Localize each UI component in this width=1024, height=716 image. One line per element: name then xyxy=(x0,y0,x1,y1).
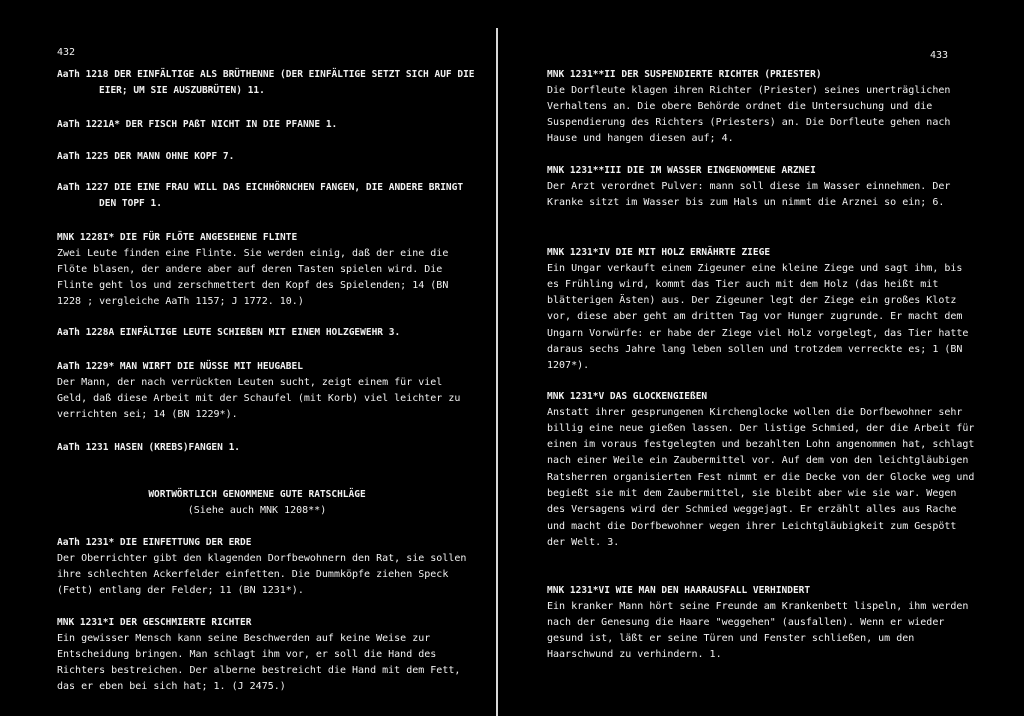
entry-heading: AaTh 1225 DER MANN OHNE KOPF 7. xyxy=(57,151,235,162)
entry xyxy=(57,359,477,423)
entry-heading: AaTh 1228A EINFÄLTIGE LEUTE SCHIEßEN MIT EINEM HOLZGEWEHR 3. xyxy=(57,327,401,338)
entry-heading: AaTh 1231* DIE EINFETTUNG DER ERDE xyxy=(57,537,252,548)
entry-heading: MNK 1231*I DER GESCHMIERTE RICHTER xyxy=(57,617,252,628)
entry xyxy=(57,440,477,456)
entry-heading: MNK 1228I* DIE FÜR FLÖTE ANGESEHENE FLINTE xyxy=(57,232,298,243)
entry-body: Die Dorfleute klagen ihren Richter (Priester) seines unerträglichen Verhaltens an. Die obere Behörde ordnet die Untersuchung und die Suspendierung des Richters (Priesters) an. Die Dorfleute gehen nach Hause und hangen diesen auf; 4. xyxy=(547,84,951,145)
entry-body: Ein kranker Mann hört seine Freunde am Krankenbett lispeln, ihm werden nach der Genesung die Haare "weggehen" (ausfallen). Wenn er wieder gesund ist, läßt er seine Türen und Fenster schließen, um den Haarschwund zu verhindern. 1. xyxy=(547,600,969,661)
page-number: 432 xyxy=(57,47,76,58)
entry-heading: MNK 1231*VI WIE MAN DEN HAARAUSFALL VERHINDERT xyxy=(547,585,811,596)
binding-mark xyxy=(496,622,498,650)
entry xyxy=(57,230,477,310)
entry xyxy=(57,117,477,133)
entry xyxy=(547,245,977,375)
entry-body: Ein gewisser Mensch kann seine Beschwerden auf keine Weise zur Entscheidung bringen. Man schlagt ihm vor, er soll die Hand des Richters bestreichen. Der alberne bestreicht die Hand mit dem Fett, das er eben bei sich hat; 1. (J 2475.) xyxy=(57,632,461,693)
section-subtitle: (Siehe auch MNK 1208**) xyxy=(187,504,327,516)
entry xyxy=(57,149,477,165)
entry-heading: AaTh 1227 DIE EINE FRAU WILL DAS EICHHÖRNCHEN FANGEN, DIE ANDERE BRINGT DEN TOPF 1. xyxy=(57,182,469,209)
entry-heading: MNK 1231**II DER SUSPENDIERTE RICHTER (PRIESTER) xyxy=(547,69,822,80)
left-page xyxy=(0,0,496,716)
right-page xyxy=(500,0,1024,716)
entry xyxy=(57,67,481,98)
entry-body: Der Arzt verordnet Pulver: mann soll diese im Wasser einnehmen. Der Kranke sitzt im Wasser bis zum Hals un nimmt die Arznei so ein; 6. xyxy=(547,180,951,208)
entry-body: Der Mann, der nach verrückten Leuten sucht, zeigt einem für viel Geld, daß diese Arbeit mit der Schaufel (mit Korb) viel leichter zu verrichten sei; 14 (BN 1229*). xyxy=(57,376,461,420)
entry xyxy=(547,163,977,211)
entry xyxy=(547,67,977,148)
entry xyxy=(57,180,477,211)
page-gutter-divider xyxy=(496,28,498,716)
section-heading xyxy=(57,487,457,519)
entry xyxy=(547,583,977,664)
entry-heading: MNK 1231*V DAS GLOCKENGIEßEN xyxy=(547,391,708,402)
page-number: 433 xyxy=(930,50,949,61)
entry xyxy=(547,389,977,551)
entry xyxy=(57,325,477,341)
entry xyxy=(57,535,477,599)
entry-heading: AaTh 1221A* DER FISCH PAßT NICHT IN DIE PFANNE 1. xyxy=(57,119,338,130)
entry-heading: MNK 1231*IV DIE MIT HOLZ ERNÄHRTE ZIEGE xyxy=(547,247,771,258)
entry-heading: AaTh 1231 HASEN (KREBS)FANGEN 1. xyxy=(57,442,241,453)
entry-body: Zwei Leute finden eine Flinte. Sie werden einig, daß der eine die Flöte blasen, der andere aber auf deren Tasten spielen wird. Die Flinte geht los und zerschmettert den Kopf des Spielenden; 14 (BN 1228 ; vergleiche AaTh 1157; J 1772. 10.) xyxy=(57,247,449,308)
section-title: WORTWÖRTLICH GENOMMENE GUTE RATSCHLÄGE xyxy=(148,489,366,500)
entry xyxy=(57,615,477,695)
entry-body: Der Oberrichter gibt den klagenden Dorfbewohnern den Rat, sie sollen ihre schlechten Ackerfelder einfetten. Die Dummköpfe ziehen Speck (Fett) entlang der Felder; 11 (BN 1231*). xyxy=(57,552,467,596)
entry-body: Anstatt ihrer gesprungenen Kirchenglocke wollen die Dorfbewohner sehr billig eine neue gießen lassen. Der listige Schmied, der die Arbeit für einen im voraus festgelegten und bezahlten Lohn angenommen hat, schlagt nach einer Weile ein Zaubermittel vor. Auf dem von den leichtgläubigen Ratsherren organisierten Fest nimmt er die Decke von der Glocke weg und begießt sie mit dem Zaubermittel, sie bleibt aber wie sie war. Wegen des Versagens wird der Schmied weggejagt. Er erzählt alles aus Rache und macht die Dorfbewohner wegen ihrer Leichtgläubigkeit zum Gespött der Welt. 3. xyxy=(547,406,975,548)
entry-body: Ein Ungar verkauft einem Zigeuner eine kleine Ziege und sagt ihm, bis es Frühling wird, kommt das Tier auch mit dem Holz (das heißt mit blätterigen Ästen) aus. Der Zigeuner legt der Ziege ein großes Klotz vor, diese aber geht am dritten Tag vor Hunger zugrunde. Er macht dem Ungarn Vorwürfe: er habe der Ziege viel Holz vorgelegt, das Tier hatte daraus sechs Jahre lang leben sollen und trotzdem verreckte es; 1 (BN 1207*). xyxy=(547,262,969,372)
entry-heading: AaTh 1229* MAN WIRFT DIE NÜSSE MIT HEUGABEL xyxy=(57,361,303,372)
entry-heading: AaTh 1218 DER EINFÄLTIGE ALS BRÜTHENNE (DER EINFÄLTIGE SETZT SICH AUF DIE EIER; UM SIE AUSZUBRÜTEN) 11. xyxy=(57,69,481,96)
entry-heading: MNK 1231**III DIE IM WASSER EINGENOMMENE ARZNEI xyxy=(547,165,816,176)
